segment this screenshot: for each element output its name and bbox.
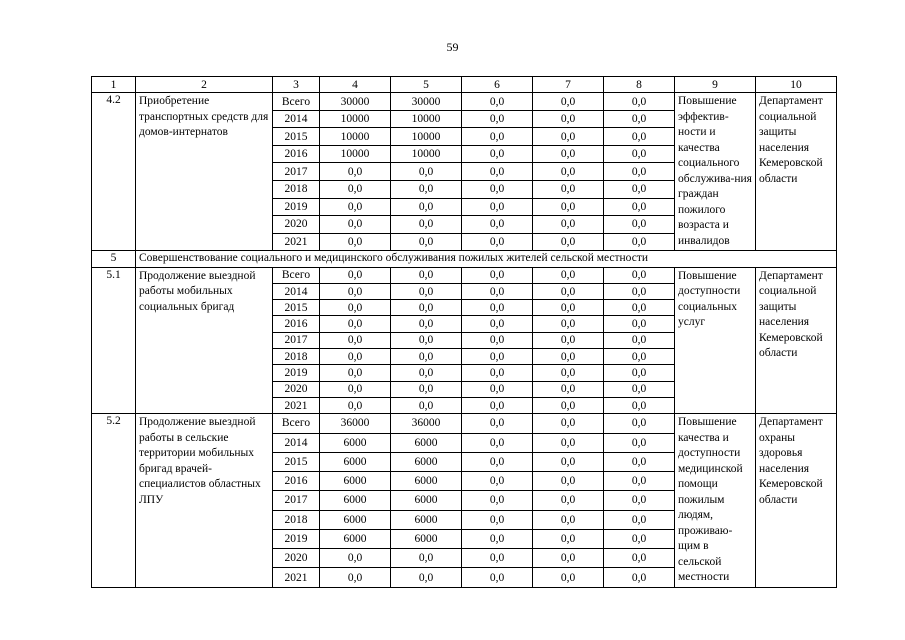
value-cell: 0,0 [320, 267, 391, 283]
value-cell: 0,0 [604, 93, 675, 111]
value-cell: 0,0 [533, 568, 604, 587]
value-cell: 0,0 [462, 198, 533, 216]
value-cell: 0,0 [533, 365, 604, 381]
value-cell: 30000 [320, 93, 391, 111]
value-cell: 0,0 [462, 128, 533, 146]
value-cell: 0,0 [462, 549, 533, 568]
year-cell: 2020 [273, 549, 320, 568]
item-name: Продолжение выездной работы мобильных социальных бригад [136, 267, 273, 414]
value-cell: 0,0 [604, 472, 675, 491]
value-cell: 0,0 [533, 300, 604, 316]
column-header: 7 [533, 77, 604, 93]
column-header: 4 [320, 77, 391, 93]
value-cell: 0,0 [391, 163, 462, 181]
value-cell: 0,0 [320, 198, 391, 216]
section-title: Совершенствование социального и медицинского обслуживания пожилых жителей сельской местности [136, 251, 837, 267]
value-cell: 0,0 [533, 549, 604, 568]
year-cell: Всего [273, 93, 320, 111]
value-cell: 0,0 [462, 365, 533, 381]
value-cell: 0,0 [462, 93, 533, 111]
value-cell: 0,0 [604, 568, 675, 587]
value-cell: 0,0 [533, 472, 604, 491]
value-cell: 0,0 [391, 349, 462, 365]
table-row [92, 414, 837, 433]
value-cell: 0,0 [320, 300, 391, 316]
year-cell: 2014 [273, 433, 320, 452]
executor: Департамент социальной защиты населения Кемеровской области [756, 267, 837, 414]
table-row [92, 267, 837, 283]
value-cell: 0,0 [604, 381, 675, 397]
value-cell: 6000 [391, 510, 462, 529]
value-cell: 0,0 [320, 283, 391, 299]
year-cell: 2021 [273, 233, 320, 251]
value-cell: 0,0 [462, 349, 533, 365]
value-cell: 0,0 [391, 300, 462, 316]
year-cell: 2019 [273, 365, 320, 381]
column-header: 10 [756, 77, 837, 93]
value-cell: 0,0 [533, 163, 604, 181]
year-cell: 2017 [273, 163, 320, 181]
expected-result: Повышение качества и доступности медицинской помощи пожилым людям, проживаю-щим в сельской местности [675, 414, 756, 588]
value-cell: 0,0 [604, 365, 675, 381]
value-cell: 0,0 [320, 397, 391, 413]
value-cell: 0,0 [533, 397, 604, 413]
value-cell: 0,0 [462, 145, 533, 163]
value-cell: 0,0 [604, 397, 675, 413]
item-name: Продолжение выездной работы в сельские территории мобильных бригад врачей-специалистов областных ЛПУ [136, 414, 273, 588]
year-cell: 2018 [273, 181, 320, 199]
value-cell: 0,0 [533, 233, 604, 251]
value-cell: 10000 [320, 110, 391, 128]
value-cell: 10000 [391, 145, 462, 163]
value-cell: 0,0 [320, 181, 391, 199]
value-cell: 0,0 [391, 267, 462, 283]
value-cell: 10000 [391, 128, 462, 146]
value-cell: 0,0 [604, 491, 675, 510]
value-cell: 6000 [320, 472, 391, 491]
value-cell: 0,0 [533, 198, 604, 216]
value-cell: 0,0 [462, 267, 533, 283]
section-row [92, 251, 837, 267]
value-cell: 0,0 [391, 216, 462, 234]
page-number: 59 [446, 40, 459, 54]
item-number: 4.2 [92, 93, 136, 251]
value-cell: 0,0 [604, 433, 675, 452]
executor: Департамент социальной защиты населения Кемеровской области [756, 93, 837, 251]
column-header: 1 [92, 77, 136, 93]
value-cell: 0,0 [462, 233, 533, 251]
value-cell: 0,0 [533, 216, 604, 234]
value-cell: 6000 [391, 452, 462, 471]
value-cell: 0,0 [604, 267, 675, 283]
value-cell: 0,0 [391, 316, 462, 332]
value-cell: 0,0 [391, 332, 462, 348]
year-cell: 2019 [273, 198, 320, 216]
value-cell: 0,0 [391, 181, 462, 199]
value-cell: 0,0 [320, 349, 391, 365]
value-cell: 0,0 [391, 233, 462, 251]
value-cell: 0,0 [462, 283, 533, 299]
value-cell: 0,0 [462, 332, 533, 348]
year-cell: 2015 [273, 452, 320, 471]
value-cell: 0,0 [391, 397, 462, 413]
value-cell: 36000 [320, 414, 391, 433]
value-cell: 6000 [320, 510, 391, 529]
value-cell: 0,0 [320, 568, 391, 587]
year-cell: 2015 [273, 128, 320, 146]
value-cell: 0,0 [604, 332, 675, 348]
value-cell: 0,0 [462, 381, 533, 397]
year-cell: 2015 [273, 300, 320, 316]
year-cell: 2016 [273, 316, 320, 332]
value-cell: 0,0 [462, 568, 533, 587]
value-cell: 0,0 [533, 181, 604, 199]
value-cell: 0,0 [462, 216, 533, 234]
year-cell: 2021 [273, 397, 320, 413]
year-cell: 2018 [273, 349, 320, 365]
value-cell: 0,0 [462, 472, 533, 491]
value-cell: 0,0 [604, 549, 675, 568]
value-cell: 0,0 [533, 414, 604, 433]
column-header: 6 [462, 77, 533, 93]
value-cell: 0,0 [533, 283, 604, 299]
value-cell: 0,0 [604, 110, 675, 128]
item-name: Приобретение транспортных средств для домов-интернатов [136, 93, 273, 251]
value-cell: 0,0 [533, 491, 604, 510]
column-header: 8 [604, 77, 675, 93]
value-cell: 10000 [320, 128, 391, 146]
value-cell: 0,0 [604, 216, 675, 234]
value-cell: 0,0 [462, 110, 533, 128]
value-cell: 6000 [391, 472, 462, 491]
year-cell: 2014 [273, 110, 320, 128]
value-cell: 0,0 [533, 316, 604, 332]
value-cell: 0,0 [320, 332, 391, 348]
value-cell: 6000 [320, 452, 391, 471]
value-cell: 10000 [391, 110, 462, 128]
value-cell: 0,0 [604, 163, 675, 181]
value-cell: 0,0 [391, 365, 462, 381]
value-cell: 0,0 [320, 163, 391, 181]
value-cell: 0,0 [604, 510, 675, 529]
value-cell: 0,0 [462, 414, 533, 433]
year-cell: 2019 [273, 529, 320, 548]
expected-result: Повышение эффектив-ности и качества социального обслужива-ния граждан пожилого возраста и инвалидов [675, 93, 756, 251]
program-table [91, 76, 837, 588]
value-cell: 6000 [391, 433, 462, 452]
value-cell: 36000 [391, 414, 462, 433]
year-cell: 2018 [273, 510, 320, 529]
value-cell: 0,0 [462, 510, 533, 529]
value-cell: 0,0 [604, 128, 675, 146]
value-cell: 10000 [320, 145, 391, 163]
value-cell: 30000 [391, 93, 462, 111]
value-cell: 0,0 [533, 145, 604, 163]
year-cell: Всего [273, 414, 320, 433]
value-cell: 0,0 [391, 198, 462, 216]
value-cell: 0,0 [604, 198, 675, 216]
value-cell: 6000 [320, 529, 391, 548]
year-cell: 2017 [273, 491, 320, 510]
value-cell: 0,0 [391, 568, 462, 587]
value-cell: 0,0 [533, 381, 604, 397]
value-cell: 6000 [391, 529, 462, 548]
section-number: 5 [92, 251, 136, 267]
value-cell: 6000 [320, 433, 391, 452]
value-cell: 0,0 [320, 365, 391, 381]
value-cell: 0,0 [604, 300, 675, 316]
executor: Департамент охраны здоровья населения Кемеровской области [756, 414, 837, 588]
value-cell: 0,0 [391, 381, 462, 397]
value-cell: 0,0 [462, 316, 533, 332]
value-cell: 0,0 [604, 283, 675, 299]
value-cell: 0,0 [462, 300, 533, 316]
value-cell: 0,0 [391, 283, 462, 299]
value-cell: 0,0 [462, 397, 533, 413]
value-cell: 0,0 [533, 433, 604, 452]
value-cell: 0,0 [604, 145, 675, 163]
value-cell: 0,0 [533, 452, 604, 471]
value-cell: 6000 [391, 491, 462, 510]
value-cell: 0,0 [320, 381, 391, 397]
item-number: 5.2 [92, 414, 136, 588]
year-cell: 2016 [273, 472, 320, 491]
column-header: 9 [675, 77, 756, 93]
value-cell: 0,0 [462, 181, 533, 199]
value-cell: 0,0 [462, 529, 533, 548]
value-cell: 0,0 [320, 549, 391, 568]
value-cell: 0,0 [533, 128, 604, 146]
table-body [92, 77, 837, 588]
header-row [92, 77, 837, 93]
value-cell: 0,0 [604, 452, 675, 471]
value-cell: 0,0 [462, 433, 533, 452]
year-cell: Всего [273, 267, 320, 283]
column-header: 3 [273, 77, 320, 93]
value-cell: 0,0 [533, 93, 604, 111]
value-cell: 0,0 [462, 452, 533, 471]
year-cell: 2017 [273, 332, 320, 348]
value-cell: 0,0 [604, 414, 675, 433]
value-cell: 0,0 [604, 316, 675, 332]
value-cell: 0,0 [604, 181, 675, 199]
value-cell: 0,0 [391, 549, 462, 568]
value-cell: 0,0 [320, 216, 391, 234]
value-cell: 0,0 [533, 349, 604, 365]
value-cell: 0,0 [320, 316, 391, 332]
year-cell: 2021 [273, 568, 320, 587]
value-cell: 0,0 [604, 233, 675, 251]
year-cell: 2020 [273, 216, 320, 234]
value-cell: 0,0 [533, 110, 604, 128]
year-cell: 2020 [273, 381, 320, 397]
column-header: 2 [136, 77, 273, 93]
year-cell: 2014 [273, 283, 320, 299]
year-cell: 2016 [273, 145, 320, 163]
item-number: 5.1 [92, 267, 136, 414]
value-cell: 0,0 [533, 529, 604, 548]
column-header: 5 [391, 77, 462, 93]
value-cell: 0,0 [462, 491, 533, 510]
expected-result: Повышение доступности социальных услуг [675, 267, 756, 414]
value-cell: 0,0 [533, 332, 604, 348]
value-cell: 0,0 [462, 163, 533, 181]
value-cell: 0,0 [604, 349, 675, 365]
value-cell: 0,0 [533, 510, 604, 529]
value-cell: 6000 [320, 491, 391, 510]
value-cell: 0,0 [604, 529, 675, 548]
value-cell: 0,0 [533, 267, 604, 283]
table-row [92, 93, 837, 111]
value-cell: 0,0 [320, 233, 391, 251]
